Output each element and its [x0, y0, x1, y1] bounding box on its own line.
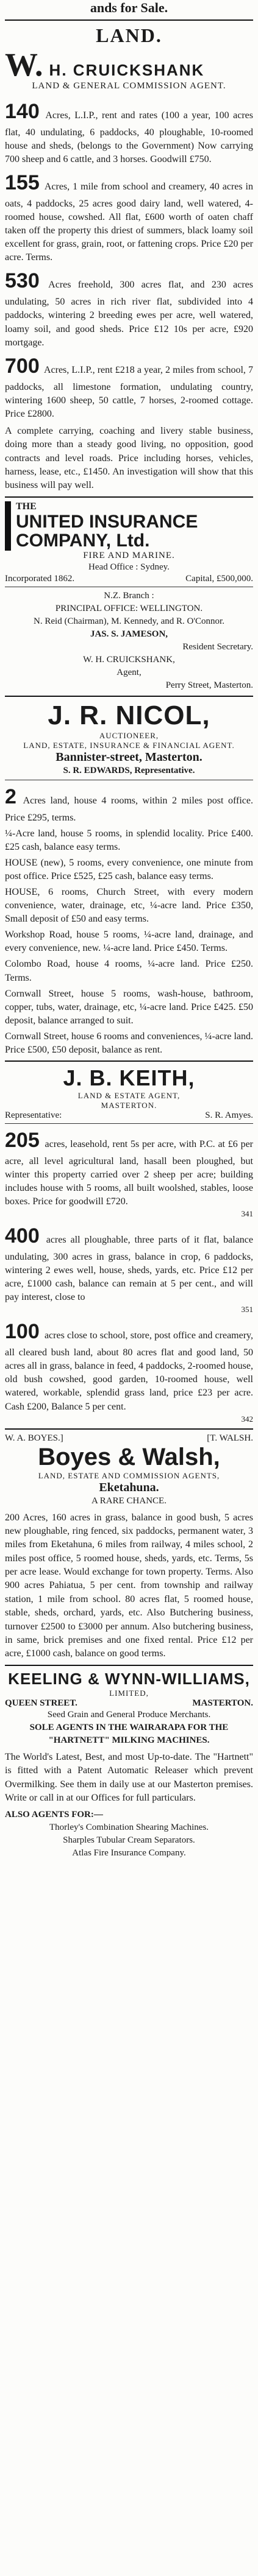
nicol-services: LAND, ESTATE, INSURANCE & FINANCIAL AGENT. [23, 740, 235, 750]
keith-rep-label: Representative: [5, 1110, 62, 1120]
listing-acres: 205 [5, 1128, 40, 1152]
listing-item: Cornwall Street, house 6 rooms and conveniences, ¼-acre land. Price £500, £50 deposit, balance as rent. [5, 1031, 253, 1055]
listing-acres: 400 [5, 1224, 40, 1248]
listing-item [5, 97, 253, 166]
listing-text: Acres, L.I.P., rent and rates (100 a year, 100 acres flat, 40 undulating, 6 paddocks, 40 ploughable, 10-roomed house and sheds, (belongs to the Government) Now carrying 700 sheep and 6 cattle, and 3 horses. Goodwill £750. [5, 110, 253, 165]
keeling-name: KEELING & WYNN-WILLIAMS, [8, 1669, 250, 1688]
divider [5, 696, 253, 697]
listing-item: Colombo Road, house 4 rooms, ¼-acre land. Price £250. Terms. [5, 959, 253, 983]
keith-advert [5, 1065, 253, 1425]
insurance-head-office: Head Office : Sydney. [88, 562, 170, 572]
listing-acres: 140 [5, 100, 40, 123]
listing-acres: 530 [5, 269, 40, 293]
insurance-secretary-title: Resident Secretary. [182, 641, 253, 652]
keith-rep-row [5, 1110, 253, 1121]
keith-services: LAND & ESTATE AGENT, [77, 1090, 181, 1100]
insurance-agent: W. H. CRUICKSHANK, [83, 654, 175, 665]
listing-item: Workshop Road, house 5 rooms, ¼-acre land, drainage, and every convenience, new. ¼-acre land. Price £450. Terms. [5, 930, 253, 954]
divider [5, 496, 253, 498]
listing-text: Acres, L.I.P., rent £218 a year, 2 miles from school, 7 paddocks, all limestone formation, undulating country, wintering 1600 sheep, 50 cattle, 7 horses, 2-roomed cottage. Price £2800. [5, 364, 253, 419]
keeling-limited: LIMITED, [109, 1688, 149, 1698]
listing-ref: 351 [241, 1305, 253, 1314]
listing-item: Cornwall Street, house 5 rooms, wash-house, bathroom, copper, tubs, water, drainage, etc, ¼-acre land. Price £425. £50 deposit, balance arranged to suit. [5, 988, 253, 1026]
agency-item: Sharples Tubular Cream Separators. [63, 1835, 195, 1846]
listing-item: HOUSE (new), 5 rooms, every convenience, one minute from post office. Price £525, £25 cash, balance easy terms. [5, 857, 253, 881]
agency-item: Thorley's Combination Shearing Machines. [49, 1823, 209, 1833]
divider [5, 1060, 253, 1062]
keeling-trade: Seed Grain and General Produce Merchants. [47, 1709, 211, 1720]
nicol-name: J. R. NICOL, [48, 700, 210, 730]
listing-item: ¼-Acre land, house 5 rooms, in splendid locality. Price £400. £25 cash, balance easy terms. [5, 828, 253, 852]
insurance-header [5, 501, 253, 551]
nicol-role: AUCTIONEER, [99, 730, 159, 740]
continued-heading: ands for Sale. [90, 0, 168, 15]
divider [5, 1428, 253, 1430]
insurance-principal: PRINCIPAL OFFICE: WELLINGTON. [55, 603, 203, 613]
listing-text: Acres land, house 4 rooms, within 2 miles post office. Price £295, terms. [5, 795, 253, 823]
insurance-secretary: JAS. S. JAMESON, [90, 629, 168, 639]
cruickshank-advert [5, 24, 253, 493]
nicol-street: Bannister-street, Masterton. [56, 750, 202, 764]
keeling-street: QUEEN STREET. [5, 1698, 77, 1708]
keeling-advert [5, 1670, 253, 1860]
listing-text: acres, leasehold, rent 5s per acre, with P.C. at £6 per acre, all level agricultural land, hasall been ploughed, but winter this property carried over 2 sheep per acre; building includes house with 5 rooms, all built woolshed, stables, loose boxes. Price for goodwill £720. [5, 1138, 253, 1207]
rare-chance: A RARE CHANCE. [91, 1495, 167, 1506]
agent-nameplate [5, 48, 253, 81]
listing-item [5, 352, 253, 421]
listing-acres: 2 [5, 785, 16, 808]
insurance-title: UNITED INSURANCE COMPANY, Ltd. [16, 511, 198, 551]
keeling-sole-agents: SOLE AGENTS IN THE WAIRARAPA FOR THE "HARTNETT" MILKING MACHINES. [29, 1722, 229, 1745]
insurance-nz-branch: N.Z. Branch : [104, 590, 154, 601]
insurance-advert [5, 501, 253, 692]
agency-item: Atlas Fire Insurance Company. [72, 1848, 186, 1858]
boyes-listing: 200 Acres, 160 acres in grass, balance in good bush, 5 acres new ploughable, ring fenced, six paddocks, permanent water, 3 miles from Eketahuna, 6 miles from railway, 4 miles school, 2 miles post office, 5 roomed house, sheds, yards, etc. Terms, 5s per acre lease. Would exchange for town property. Terms. Also 900 acres Pahiatua, 5 per cent. from township and railway station, 1 mile from school. 80 acres flat, 5 roomed house, stable, sheds, orchard, yards, etc. Also Butchering business, turnover £2500 to £3000 per annum. Also butchering business, in same, brick premises and one fixed rental. Price £12 per acre, £1000 cash, balance on good terms. [5, 1512, 253, 1659]
partner-names [5, 1433, 253, 1444]
listing-text: acres close to school, store, post office and creamery, all cleared bush land, about 80 acres flat and good land, 50 acres all in grass, balance in feed, 4 paddocks, 2-roomed house, old bush cowshed, good garden, 10-roomed house, well watered, workable, splendid grass land, price £23 per acre. Cash £200, Balance 5 per cent. [5, 1330, 254, 1412]
insurance-capital-row [5, 574, 253, 584]
nicol-advert [5, 700, 253, 1057]
insurance-capital: Capital, £500,000. [185, 573, 253, 584]
keith-town: MASTERTON. [101, 1100, 157, 1110]
listing-item [5, 169, 253, 264]
listing-item [5, 783, 253, 825]
partner-right: [T. WALSH. [207, 1433, 253, 1443]
initial-letter: W. [5, 46, 43, 83]
listing-acres: 155 [5, 171, 40, 195]
listing-acres: 700 [5, 354, 40, 378]
nicol-rep: S. R. EDWARDS, Representative. [63, 765, 195, 775]
agent-name: H. CRUICKSHANK [49, 61, 205, 79]
listing-item [5, 267, 253, 349]
boyes-town: Eketahuna. [99, 1480, 159, 1494]
listing-item: HOUSE, 6 rooms, Church Street, with every modern convenience, water, drainage, etc, ¼-acre land. Price £350, Small deposit of £50 and easy terms. [5, 887, 253, 925]
listing-item [5, 1222, 253, 1315]
keeling-address [5, 1698, 253, 1709]
agent-title: LAND & GENERAL COMMISSION AGENT. [32, 81, 226, 91]
listing-acres: 100 [5, 1320, 40, 1344]
keith-name: J. B. KEITH, [63, 1065, 195, 1090]
also-agents-label: ALSO AGENTS FOR:— [5, 1810, 103, 1820]
listing-item [5, 1126, 253, 1219]
insurance-fire: FIRE AND MARINE. [83, 550, 175, 560]
insurance-board: N. Reid (Chairman), M. Kennedy, and R. O'Connor. [34, 616, 224, 626]
keeling-description: The World's Latest, Best, and most Up-to-date. The "Hartnett" is fitted with a Patent Automatic Releaser which prevent Overmilking. See them in daily use at our Masterton premises. Write or call in at our Offices for full particulars. [5, 1751, 253, 1803]
divider [5, 1123, 253, 1124]
keeling-town: MASTERTON. [192, 1698, 253, 1708]
listing-ref: 341 [241, 1209, 253, 1219]
listing-item [5, 1318, 253, 1424]
boyes-walsh-advert [5, 1433, 253, 1661]
business-note: A complete carrying, coaching and livery stable business, doing more than a steady good living, no opposition, good contracts and level roads. Price including horses, vehicles, harness, lease, etc., £1450. An investigation will show that this business will pay well. [5, 425, 253, 491]
boyes-name: Boyes & Walsh, [38, 1443, 220, 1470]
insurance-prefix: THE [16, 501, 37, 512]
divider [5, 19, 253, 21]
boyes-services: LAND, ESTATE AND COMMISSION AGENTS, [38, 1470, 220, 1480]
insurance-agent-title: Agent, [116, 667, 142, 677]
keith-rep-name: S. R. Amyes. [205, 1110, 253, 1120]
listing-text: acres all ploughable, three parts of it flat, balance undulating, 300 acres in grass, balance in crop, 6 paddocks, wintering 2 ewes well, house, sheds, yards, etc. Price £12 per acre, £1000 cash, balance can remain at 5 per cent., and will pay interest, close to [5, 1235, 253, 1303]
listing-text: Acres, 1 mile from school and creamery, 40 acres in oats, 4 paddocks, 25 acres good dairy land, well watered, 4-roomed house, cowshed. All flat, £600 worth of oaten chaff taken off the property this driest of summers, black loamy soil excellent for grass, grain, root, or fattening crops. Price £20 per acre. Terms. [5, 182, 254, 263]
land-heading: LAND. [96, 24, 162, 46]
listing-text: Acres freehold, 300 acres flat, and 230 acres undulating, 50 acres in rich river flat, subdivided into 4 paddocks, wintering 2 breeding ewes per acre, well watered, loamy soil, and good sheds. Price £12 10s per acre, £920 mortgage. [5, 280, 253, 348]
insurance-incorporated: Incorporated 1862. [5, 573, 75, 584]
listing-ref: 342 [241, 1414, 253, 1424]
divider [5, 1665, 253, 1666]
partner-left: W. A. BOYES.] [5, 1433, 63, 1443]
insurance-agent-address: Perry Street, Masterton. [165, 680, 253, 690]
